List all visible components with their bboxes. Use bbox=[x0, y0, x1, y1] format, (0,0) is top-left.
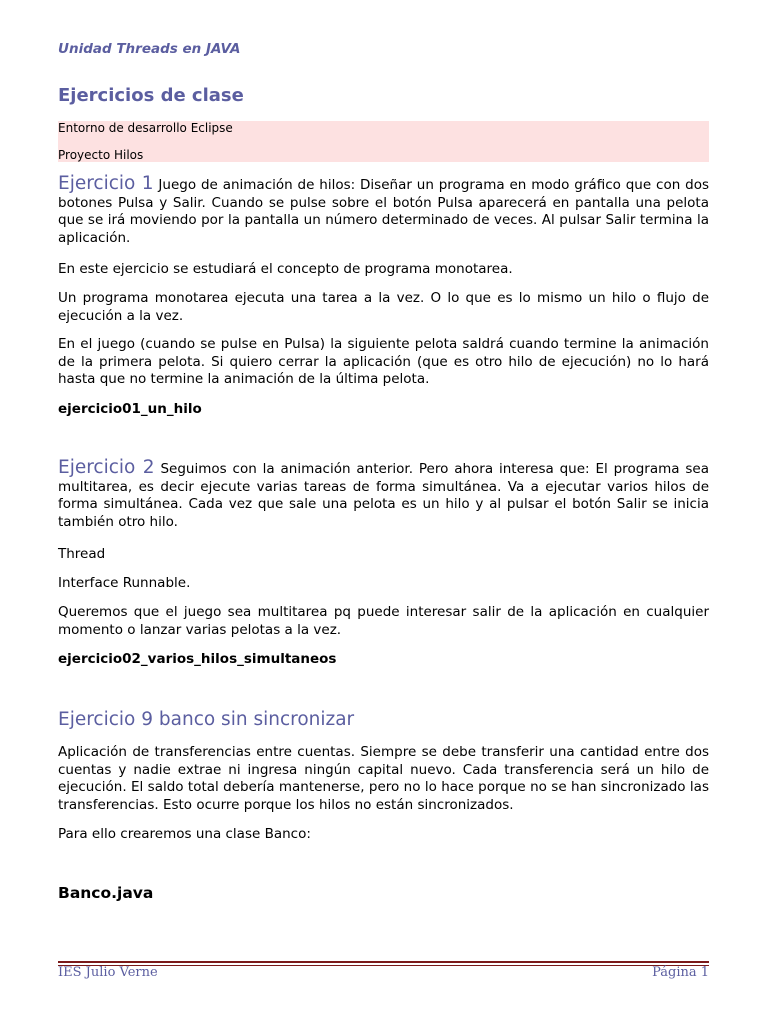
ex1-heading: Ejercicio 1 bbox=[58, 173, 154, 194]
ex1-intro-paragraph bbox=[58, 175, 709, 247]
document-page bbox=[58, 0, 709, 1024]
ex2-intro-text: Seguimos con la animación anterior. Pero ahora interesa que: El programa sea multitarea, es decir ejecute varias tareas de forma simultánea. Va a ejecutar varios hilos de forma simultánea. Cada vez que sale una pelota es un hilo y al pulsar el botón Salir se inicia también otro hilo. bbox=[58, 461, 709, 530]
section-title: Ejercicios de clase bbox=[58, 85, 244, 106]
ex9-file-name: Banco.java bbox=[58, 884, 154, 902]
ex2-file-name: ejercicio02_varios_hilos_simultaneos bbox=[58, 651, 337, 667]
ex2-paragraph-3: Queremos que el juego sea multitarea pq puede interesar salir de la aplicación en cualquier momento o lanzar varias pelotas a la vez. bbox=[58, 604, 709, 638]
ex1-paragraph-2: Un programa monotarea ejecuta una tarea a la vez. O lo que es lo mismo un hilo o flujo de ejecución a la vez. bbox=[58, 290, 709, 324]
ex2-paragraph-1: Thread bbox=[58, 546, 106, 562]
ex1-file-name: ejercicio01_un_hilo bbox=[58, 401, 202, 417]
environment-line-ide: Entorno de desarrollo Eclipse bbox=[58, 121, 233, 135]
header-title: Unidad Threads en JAVA bbox=[58, 41, 241, 57]
ex1-paragraph-3: En el juego (cuando se pulse en Pulsa) la siguiente pelota saldrá cuando termine la animación de la primera pelota. Si quiero cerrar la aplicación (que es otro hilo de ejecución) no lo hará hasta que no termine la animación de la última pelota. bbox=[58, 336, 709, 387]
ex9-heading: Ejercicio 9 banco sin sincronizar bbox=[58, 709, 355, 730]
ex1-intro-text: Juego de animación de hilos: Diseñar un programa en modo gráfico que con dos botones Pulsa y Salir. Cuando se pulse sobre el botón Pulsa aparecerá en pantalla una pelota que se irá moviendo por la pantalla un número determinado de veces. Al pulsar Salir termina la aplicación. bbox=[58, 177, 709, 246]
ex9-paragraph-1: Aplicación de transferencias entre cuentas. Siempre se debe transferir una cantidad entre dos cuentas y nadie extrae ni ingresa ningún capital nuevo. Cada transferencia será un hilo de ejecución. El saldo total debería mantenerse, pero no lo hace porque no se han sincronizado las transferencias. Esto ocurre porque los hilos no están sincronizados. bbox=[58, 744, 709, 813]
ex2-paragraph-2: Interface Runnable. bbox=[58, 575, 191, 591]
environment-box bbox=[58, 121, 709, 162]
footer-rule bbox=[58, 961, 709, 963]
footer-page-number: Página 1 bbox=[652, 965, 709, 980]
ex1-paragraph-1: En este ejercicio se estudiará el concepto de programa monotarea. bbox=[58, 261, 513, 277]
environment-line-project: Proyecto Hilos bbox=[58, 148, 144, 162]
ex2-intro-paragraph bbox=[58, 459, 709, 531]
ex9-paragraph-2: Para ello crearemos una clase Banco: bbox=[58, 826, 311, 842]
footer-school: IES Julio Verne bbox=[58, 965, 158, 980]
ex2-heading: Ejercicio 2 bbox=[58, 457, 155, 478]
